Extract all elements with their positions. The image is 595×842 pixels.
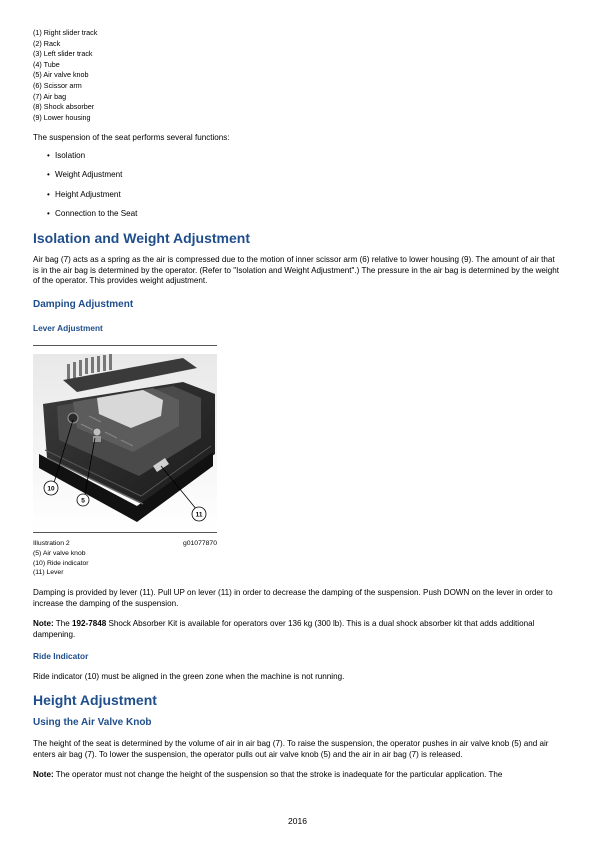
ride-indicator-body: Ride indicator (10) must be aligned in the green zone when the machine is not running.: [33, 672, 345, 682]
legend-item: (5) Air valve knob: [33, 549, 86, 557]
function-item: • Isolation: [47, 151, 561, 171]
lever-heading: Lever Adjustment: [33, 322, 103, 333]
callout-5-label: 5: [81, 497, 85, 505]
damping-note: [33, 619, 561, 640]
illustration-label: Illustration 2: [33, 539, 70, 547]
function-item: • Weight Adjustment: [47, 170, 561, 190]
note-label: Note:: [33, 770, 54, 780]
note-label: Note:: [33, 619, 54, 629]
parts-list: [33, 28, 561, 123]
legend-item: (11) Lever: [33, 569, 64, 577]
note-part-number: 192-7848: [72, 619, 107, 629]
height-note: [33, 770, 561, 781]
illustration-svg: [33, 354, 217, 530]
damping-body: Damping is provided by lever (11). Pull UP on lever (11) in order to decrease the damping of the suspension. Push DOWN on the lever in order to increase the damping of the suspension.: [33, 588, 553, 608]
damping-heading: Damping Adjustment: [33, 298, 134, 310]
illustration-legend: [33, 549, 561, 578]
figure-bottom-rule: [33, 532, 217, 533]
parts-list-item: (2) Rack: [33, 38, 61, 48]
callout-11-label: 11: [195, 511, 203, 519]
parts-list-item: (4) Tube: [33, 59, 60, 69]
air-valve-heading: Using the Air Valve Knob: [33, 717, 152, 729]
isolation-body: Air bag (7) acts as a spring as the air is compressed due to the motion of inner scissor arm (6) relative to lower housing (9). The amount of air that is in the air bag is determined by the operator. (Refer to "Isolation and Weight Adjustment".) The pressure in the air bag is determined by the weight of the operator. This provides weight adjustment.: [33, 254, 559, 286]
figure-top-rule: [33, 345, 217, 346]
parts-list-item: (5) Air valve knob: [33, 70, 89, 80]
parts-list-item: (9) Lower housing: [33, 112, 91, 122]
isolation-heading: Isolation and Weight Adjustment: [33, 229, 250, 246]
height-heading: Height Adjustment: [33, 692, 157, 709]
function-item: • Height Adjustment: [47, 190, 561, 210]
parts-list-item: (7) Air bag: [33, 91, 67, 101]
page-number: 2016: [288, 816, 307, 826]
parts-list-item: (8) Shock absorber: [33, 102, 95, 112]
note-pre: The: [55, 619, 70, 629]
seat-suspension-illustration: [33, 354, 217, 530]
functions-list: [47, 151, 561, 229]
callout-10-label: 10: [47, 485, 55, 493]
parts-list-item: (3) Left slider track: [33, 49, 93, 59]
function-item: • Connection to the Seat: [47, 209, 561, 229]
note-body: The operator must not change the height of the suspension so that the stroke is inadequate for the particular application. The: [55, 770, 503, 780]
ride-indicator-heading: Ride Indicator: [33, 651, 89, 662]
height-body: The height of the seat is determined by the volume of air in air bag (7). To raise the suspension, the operator pushes in air valve knob (5) and air enters air bag (7). To lower the suspension, the operator pulls out air valve knob (5) and the air in air bag (7) is released.: [33, 739, 549, 759]
illustration-caption: [33, 539, 217, 548]
parts-list-item: (1) Right slider track: [33, 28, 98, 37]
note-post: Shock Absorber Kit is available for operators over 136 kg (300 lb). This is a dual shock absorber kit that adds additional dampening.: [33, 619, 535, 639]
intro-text: The suspension of the seat performs several functions:: [33, 133, 230, 143]
legend-item: (10) Ride indicator: [33, 559, 89, 567]
illustration-id: g01077870: [182, 539, 217, 547]
parts-list-item: (6) Scissor arm: [33, 80, 82, 90]
manual-page: [33, 28, 561, 781]
